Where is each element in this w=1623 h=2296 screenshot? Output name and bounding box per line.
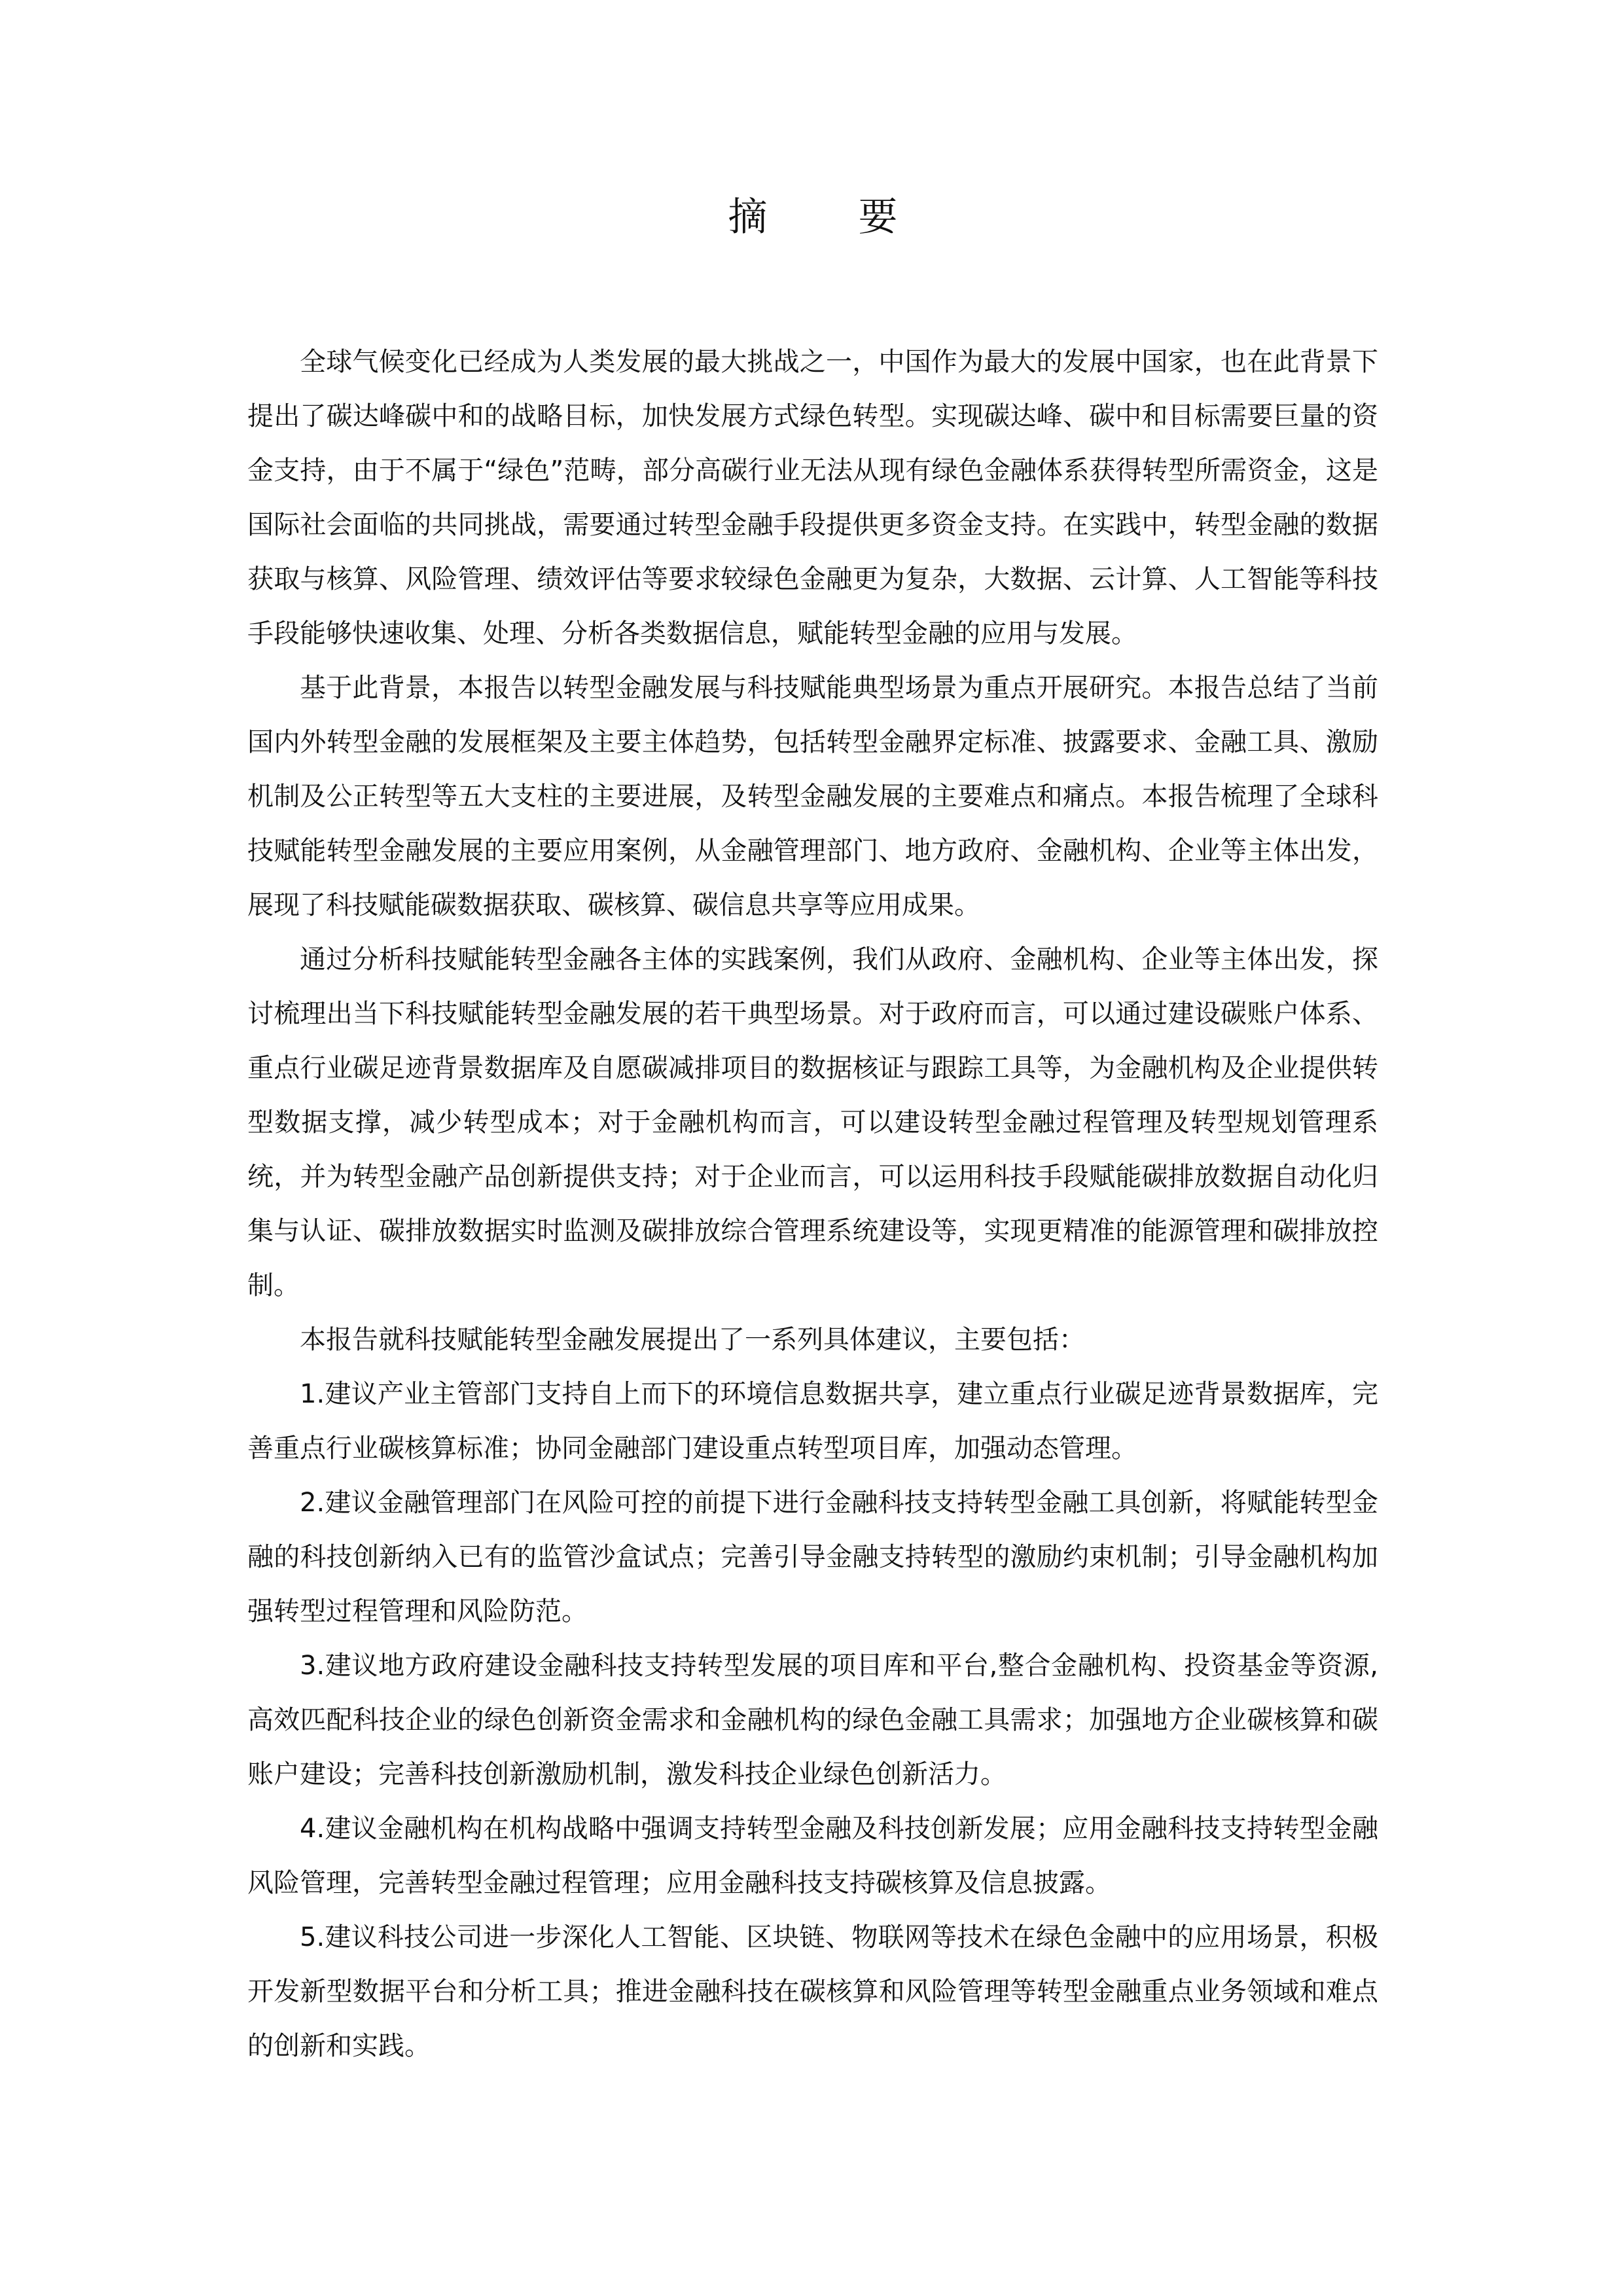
- recommendation-5: 5.建议科技公司进一步深化人工智能、区块链、物联网等技术在绿色金融中的应用场景，积极开发新型数据平台和分析工具；推进金融科技在碳核算和风险管理等转型金融重点业务领域和难点的创新和实践。: [247, 1922, 1378, 2061]
- paragraph-1: 全球气候变化已经成为人类发展的最大挑战之一，中国作为最大的发展中国家，也在此背景下提出了碳达峰碳中和的战略目标，加快发展方式绿色转型。实现碳达峰、碳中和目标需要巨量的资金支持，由于不属于“绿色”范畴，部分高碳行业无法从现有绿色金融体系获得转型所需资金，这是国际社会面临的共同挑战，需要通过转型金融手段提供更多资金支持。在实践中，转型金融的数据获取与核算、风险管理、绩效评估等要求较绿色金融更为复杂，大数据、云计算、人工智能等科技手段能够快速收集、处理、分析各类数据信息，赋能转型金融的应用与发展。: [247, 347, 1378, 649]
- abstract-body: [247, 335, 1378, 2073]
- paragraph-3: 通过分析科技赋能转型金融各主体的实践案例，我们从政府、金融机构、企业等主体出发，探讨梳理出当下科技赋能转型金融发展的若干典型场景。对于政府而言，可以通过建设碳账户体系、重点行业碳足迹背景数据库及自愿碳减排项目的数据核证与跟踪工具等，为金融机构及企业提供转型数据支撑，减少转型成本；对于金融机构而言，可以建设转型金融过程管理及转型规划管理系统，并为转型金融产品创新提供支持；对于企业而言，可以运用科技手段赋能碳排放数据自动化归集与认证、碳排放数据实时监测及碳排放综合管理系统建设等，实现更精准的能源管理和碳排放控制。: [247, 944, 1378, 1300]
- recommendation-2: 2.建议金融管理部门在风险可控的前提下进行金融科技支持转型金融工具创新，将赋能转型金融的科技创新纳入已有的监管沙盒试点；完善引导金融支持转型的激励约束机制；引导金融机构加强转型过程管理和风险防范。: [247, 1488, 1378, 1626]
- paragraph-2: 基于此背景，本报告以转型金融发展与科技赋能典型场景为重点开展研究。本报告总结了当前国内外转型金融的发展框架及主要主体趋势，包括转型金融界定标准、披露要求、金融工具、激励机制及公正转型等五大支柱的主要进展，及转型金融发展的主要难点和痛点。本报告梳理了全球科技赋能转型金融发展的主要应用案例，从金融管理部门、地方政府、金融机构、企业等主体出发，展现了科技赋能碳数据获取、碳核算、碳信息共享等应用成果。: [247, 673, 1378, 920]
- recommendation-3: 3.建议地方政府建设金融科技支持转型发展的项目库和平台,整合金融机构、投资基金等资源,高效匹配科技企业的绿色创新资金需求和金融机构的绿色金融工具需求；加强地方企业碳核算和碳账户建设；完善科技创新激励机制，激发科技企业绿色创新活力。: [247, 1651, 1378, 1789]
- recommendation-1: 1.建议产业主管部门支持自上而下的环境信息数据共享，建立重点行业碳足迹背景数据库，完善重点行业碳核算标准；协同金融部门建设重点转型项目库，加强动态管理。: [247, 1379, 1378, 1463]
- page-title: 摘 要: [728, 194, 937, 240]
- recommendation-4: 4.建议金融机构在机构战略中强调支持转型金融及科技创新发展；应用金融科技支持转型金融风险管理，完善转型金融过程管理；应用金融科技支持碳核算及信息披露。: [247, 1814, 1378, 1898]
- paragraph-4: 本报告就科技赋能转型金融发展提出了一系列具体建议，主要包括：: [300, 1325, 1085, 1355]
